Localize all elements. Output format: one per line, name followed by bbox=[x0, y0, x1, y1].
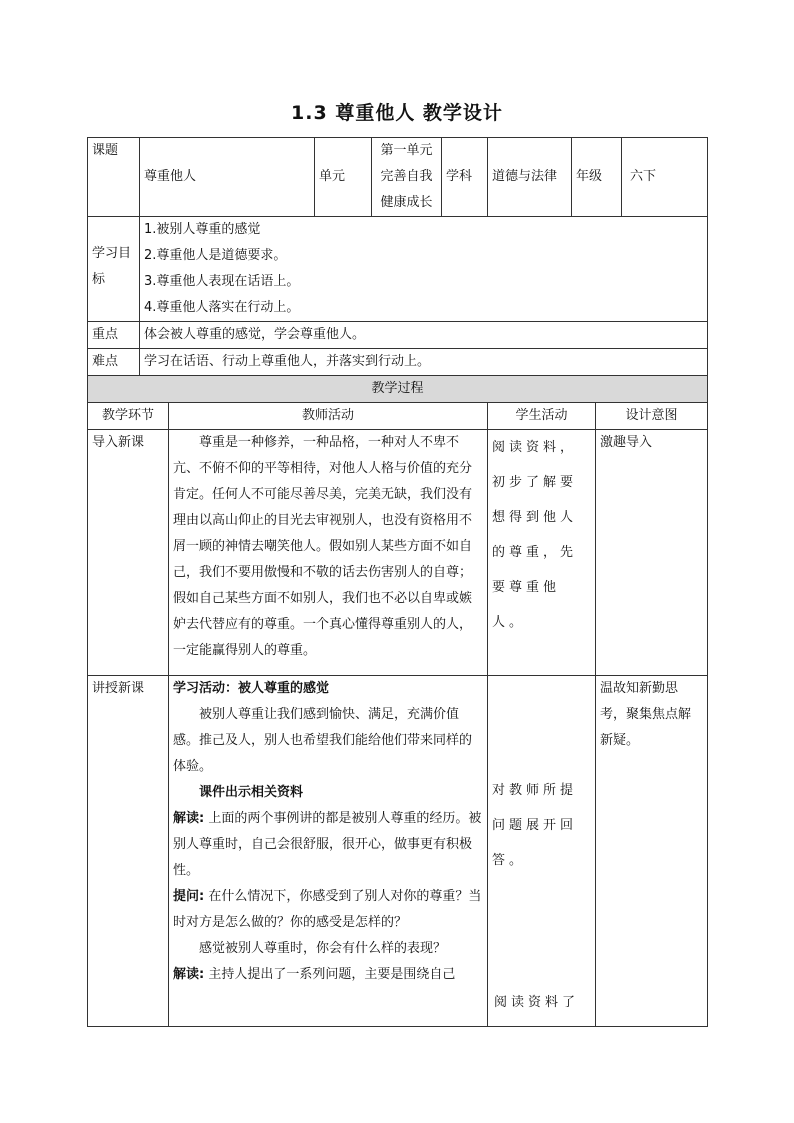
read-label: 解读: bbox=[173, 967, 205, 982]
lesson-student bbox=[488, 676, 596, 1027]
intro-stage: 导入新课 bbox=[88, 430, 169, 676]
subject-label: 学科 bbox=[442, 138, 488, 217]
lesson-paragraph: 感觉被别人尊重时，你会有什么样的表现？ bbox=[199, 941, 447, 956]
info-row bbox=[88, 138, 708, 217]
goals-label: 学习目标 bbox=[88, 217, 140, 322]
topic-value: 尊重他人 bbox=[140, 138, 315, 217]
intro-design: 激趣导入 bbox=[596, 430, 708, 676]
unit-label: 单元 bbox=[315, 138, 372, 217]
intro-student: 阅读资料，初步了解要想得到他人的尊重，先要尊重他人。 bbox=[488, 430, 596, 676]
lesson-stage: 讲授新课 bbox=[88, 676, 169, 1027]
column-header-row bbox=[88, 403, 708, 430]
goal-item: 1.被别人尊重的感觉 bbox=[144, 222, 261, 237]
read-label: 解读: bbox=[173, 811, 205, 826]
process-header-row bbox=[88, 376, 708, 403]
key-text: 体会被人尊重的感觉，学会尊重他人。 bbox=[140, 322, 708, 349]
topic-label: 课题 bbox=[88, 138, 140, 217]
difficulty-text: 学习在话语、行动上尊重他人，并落实到行动上。 bbox=[140, 349, 708, 376]
student-reading: 阅读资料了 bbox=[494, 995, 580, 1010]
intro-row bbox=[88, 430, 708, 676]
goal-item: 2.尊重他人是道德要求。 bbox=[144, 248, 287, 263]
difficulty-label: 难点 bbox=[88, 349, 140, 376]
read-text: 上面的两个事例讲的都是被别人尊重的经历。被别人尊重时，自己会很舒服，很开心，做事更有积极性。 bbox=[173, 811, 482, 878]
activity-title: 学习活动：被人尊重的感觉 bbox=[173, 681, 330, 696]
difficulty-row bbox=[88, 349, 708, 376]
process-header: 教学过程 bbox=[88, 376, 708, 403]
key-row bbox=[88, 322, 708, 349]
unit-value: 第一单元 完善自我 健康成长 bbox=[372, 138, 442, 217]
grade-value: 六下 bbox=[622, 138, 708, 217]
lesson-row bbox=[88, 676, 708, 1027]
lesson-design: 温故知新勤思考，聚集焦点解新疑。 bbox=[596, 676, 708, 1027]
goal-item: 4.尊重他人落实在行动上。 bbox=[144, 300, 300, 315]
lesson-plan-table bbox=[87, 137, 708, 1027]
subject-value: 道德与法律 bbox=[488, 138, 572, 217]
col-stage: 教学环节 bbox=[88, 403, 169, 430]
goals-row bbox=[88, 217, 708, 322]
key-label: 重点 bbox=[88, 322, 140, 349]
student-answer: 对教师所提问题展开回答。 bbox=[492, 783, 578, 868]
col-student: 学生活动 bbox=[488, 403, 596, 430]
goal-item: 3.尊重他人表现在话语上。 bbox=[144, 274, 300, 289]
lesson-paragraph: 被别人尊重让我们感到愉快、满足，充满价值感。推己及人，别人也希望我们能给他们带来同样的体验。 bbox=[173, 707, 473, 774]
ask-text: 在什么情况下，你感受到了别人对你的尊重？当时对方是怎么做的？你的感受是怎样的？ bbox=[173, 889, 482, 930]
goals-list bbox=[140, 217, 708, 322]
lesson-teacher bbox=[169, 676, 488, 1027]
courseware-heading: 课件出示相关资料 bbox=[199, 785, 304, 800]
page-title: 1.3 尊重他人 教学设计 bbox=[291, 102, 503, 124]
grade-label: 年级 bbox=[572, 138, 622, 217]
intro-teacher: 尊重是一种修养，一种品格，一种对人不卑不亢、不俯不仰的平等相待，对他人人格与价值的充分肯定。任何人不可能尽善尽美，完美无缺，我们没有理由以高山仰止的目光去审视别人，也没有资格用不屑一顾的神情去嘲笑他人。假如别人某些方面不如自己，我们不要用傲慢和不敬的话去伤害别人的自尊；假如自己某些方面不如别人，我们也不必以自卑或嫉妒去代替应有的尊重。一个真心懂得尊重别人的人，一定能赢得别人的尊重。 bbox=[169, 430, 488, 676]
ask-label: 提问: bbox=[173, 889, 205, 904]
read-text: 主持人提出了一系列问题，主要是围绕自己 bbox=[204, 967, 456, 982]
col-teacher: 教师活动 bbox=[169, 403, 488, 430]
col-design: 设计意图 bbox=[596, 403, 708, 430]
